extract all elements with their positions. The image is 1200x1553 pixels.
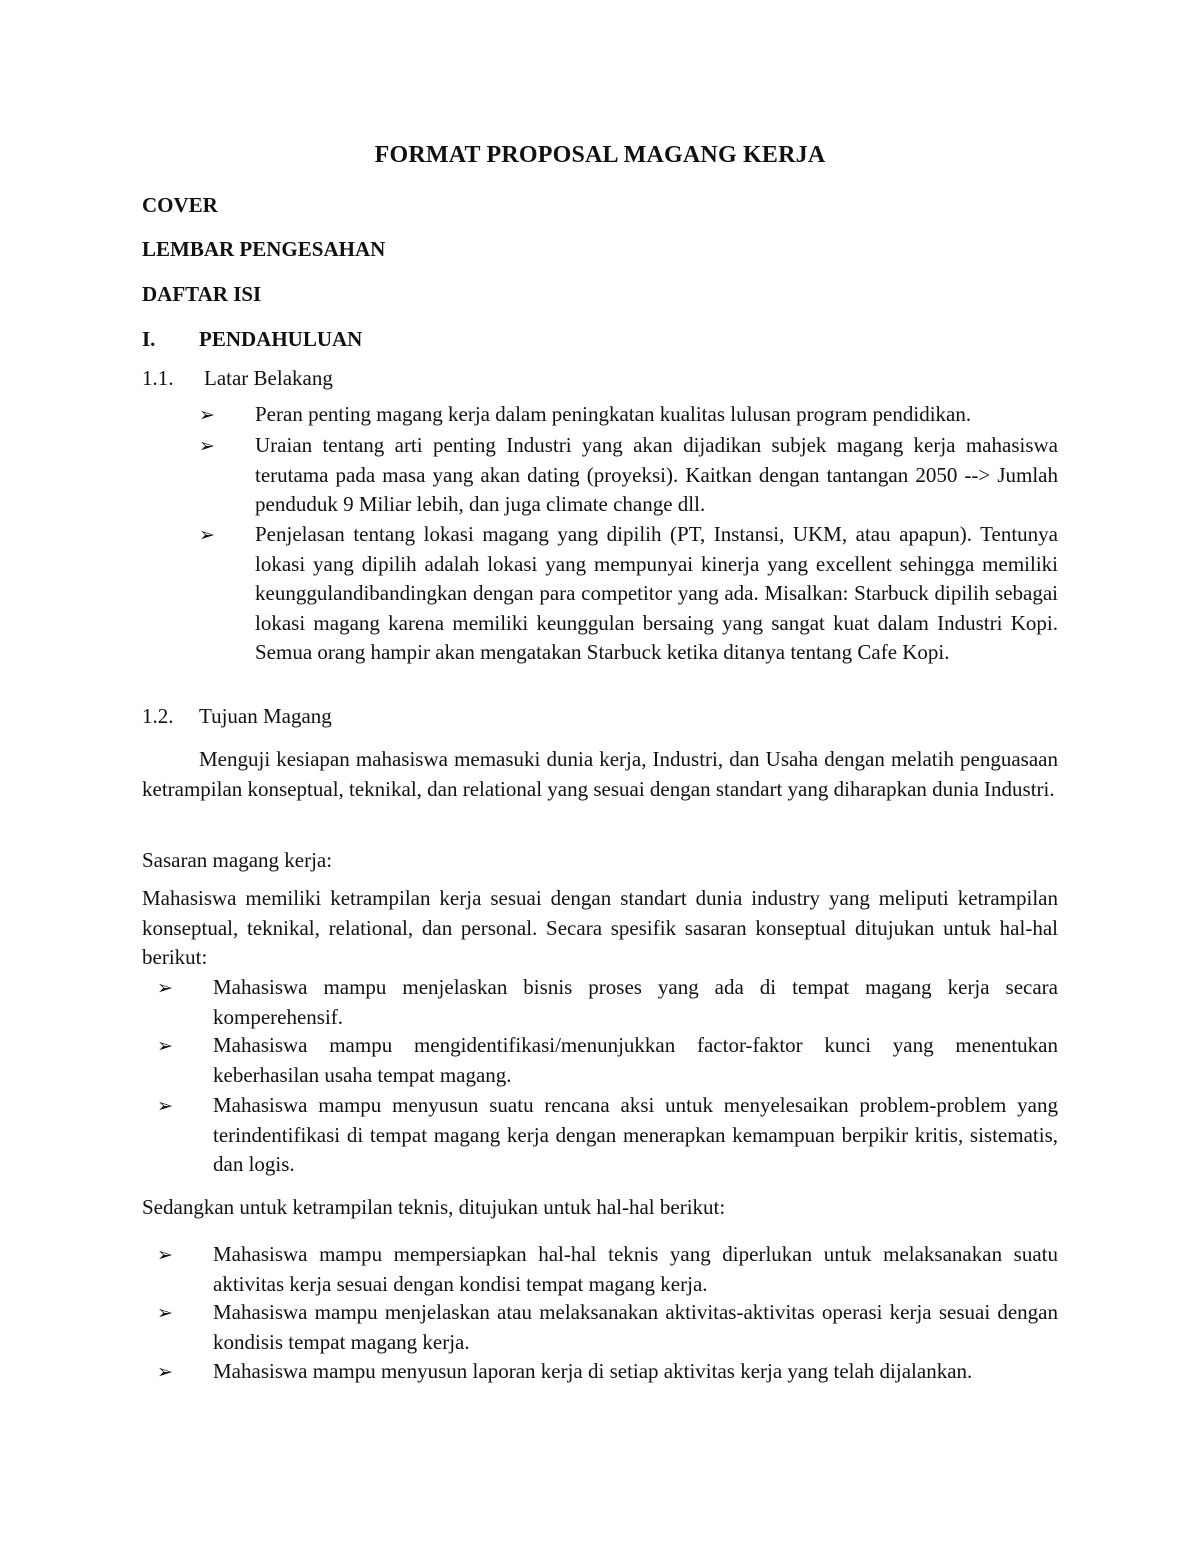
arrow-bullet-icon: ➢ — [157, 1362, 173, 1383]
list-item: Peran penting magang kerja dalam peningkatan kualitas lulusan program pendidikan. — [255, 402, 972, 426]
subsection-number-1-1: 1.1. — [142, 366, 174, 390]
paragraph-tujuan: Menguji kesiapan mahasiswa memasuki dunia kerja, Industri, dan Usaha dengan melatih penguasaan ketrampilan konseptual, teknikal, dan relational yang sesuai dengan standart yang diharapkan dunia Industri. — [142, 747, 1058, 801]
section-heading-pendahuluan: PENDAHULUAN — [199, 327, 363, 351]
arrow-bullet-icon: ➢ — [199, 525, 215, 546]
arrow-bullet-icon: ➢ — [157, 1036, 173, 1057]
heading-lembar-pengesahan: LEMBAR PENGESAHAN — [142, 237, 386, 261]
heading-daftar-isi: DAFTAR ISI — [142, 282, 262, 306]
list-item: Penjelasan tentang lokasi magang yang dipilih (PT, Instansi, UKM, atau apapun). Tentunya lokasi yang dipilih adalah lokasi yang mempunyai kinerja yang excellent sehingga memiliki keunggulandibandingkan dengan para competitor yang ada. Misalkan: Starbuck dipilih sebagai lokasi magang karena memiliki keunggulan bersaing yang sangat kuat dalam Industri Kopi. Semua orang hampir akan mengatakan Starbuck ketika ditanya tentang Cafe Kopi. — [255, 522, 1058, 665]
arrow-bullet-icon: ➢ — [157, 1245, 173, 1266]
paragraph-sasaran: Mahasiswa memiliki ketrampilan kerja sesuai dengan standart dunia industry yang meliputi ketrampilan konseptual, teknikal, relational, dan personal. Secara spesifik sasaran konseptual ditujukan untuk hal-hal berikut: — [142, 886, 1058, 970]
arrow-bullet-icon: ➢ — [199, 405, 215, 426]
arrow-bullet-icon: ➢ — [157, 1303, 173, 1324]
arrow-bullet-icon: ➢ — [157, 1096, 173, 1117]
list-item: Mahasiswa mampu menjelaskan bisnis proses yang ada di tempat magang kerja secara komperehensif. — [213, 975, 1058, 1029]
list-item: Mahasiswa mampu menjelaskan atau melaksanakan aktivitas-aktivitas operasi kerja sesuai dengan kondisis tempat magang kerja. — [213, 1300, 1058, 1354]
list-item: Mahasiswa mampu mengidentifikasi/menunjukkan factor-faktor kunci yang menentukan keberhasilan usaha tempat magang. — [213, 1033, 1058, 1087]
document-title: FORMAT PROPOSAL MAGANG KERJA — [374, 142, 826, 168]
subsection-number-1-2: 1.2. — [142, 704, 174, 728]
label-teknis: Sedangkan untuk ketrampilan teknis, ditujukan untuk hal-hal berikut: — [142, 1195, 726, 1219]
subsection-heading-tujuan-magang: Tujuan Magang — [199, 704, 332, 728]
list-item: Uraian tentang arti penting Industri yang akan dijadikan subjek magang kerja mahasiswa terutama pada masa yang akan dating (proyeksi). Kaitkan dengan tantangan 2050 --> Jumlah penduduk 9 Miliar lebih, dan juga climate change dll. — [255, 433, 1058, 517]
subsection-heading-latar-belakang: Latar Belakang — [204, 366, 333, 390]
heading-cover: COVER — [142, 193, 218, 217]
list-item: Mahasiswa mampu menyusun suatu rencana aksi untuk menyelesaikan problem-problem yang terindentifikasi di tempat magang kerja dengan menerapkan kemampuan berpikir kritis, sistematis, dan logis. — [213, 1093, 1058, 1177]
section-number: I. — [142, 327, 156, 351]
arrow-bullet-icon: ➢ — [199, 436, 215, 457]
arrow-bullet-icon: ➢ — [157, 978, 173, 999]
label-sasaran: Sasaran magang kerja: — [142, 848, 333, 872]
list-item: Mahasiswa mampu mempersiapkan hal-hal teknis yang diperlukan untuk melaksanakan suatu aktivitas kerja sesuai dengan kondisi tempat magang kerja. — [213, 1242, 1058, 1296]
list-item: Mahasiswa mampu menyusun laporan kerja di setiap aktivitas kerja yang telah dijalankan. — [213, 1359, 973, 1383]
